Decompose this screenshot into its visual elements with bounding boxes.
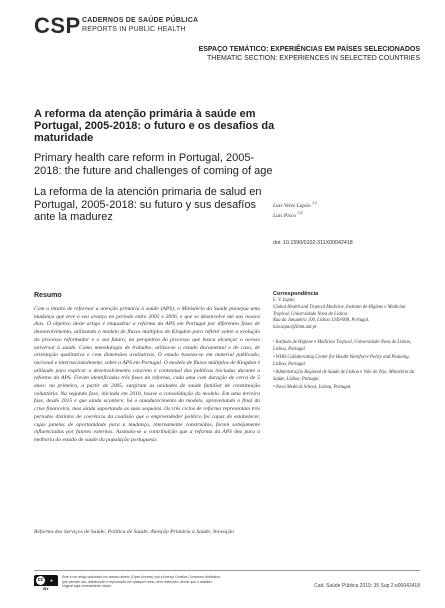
author-2 <box>273 210 302 219</box>
section-label-en: THEMATIC SECTION: EXPERIENCES IN SELECTED COUNTRIES <box>206 55 420 62</box>
cc-by-license-icon[interactable] <box>34 575 58 591</box>
affiliation-4: ⁴ Nova Medical School, Lisboa, Portugal. <box>273 385 352 390</box>
journal-name-pt: CADERNOS DE SAÚDE PÚBLICA <box>82 17 199 24</box>
keywords: Reforma dos Serviços de Saúde; Política de Saúde; Atenção Primária à Saúde; Inovação <box>34 529 234 535</box>
by-label: BY <box>43 586 49 591</box>
correspondence-street: Rua da Junqueira 100, Lisboa 1349-008, Portugal. <box>273 318 370 323</box>
section-label-pt: ESPAÇO TEMÁTICO: EXPERIÊNCIAS EM PAÍSES SELECIONADOS <box>198 46 420 53</box>
correspondence-address: Global Health and Tropical Medicine, Instituto de Higiene e Medicina Tropical, Universidade Nova de Lisboa. <box>273 305 406 317</box>
title-spanish: La reforma de la atención primaria de salud en Portugal, 2005-2018: su futuro y sus desafíos ante la madurez <box>34 186 262 223</box>
author-name: Luís Pisco <box>273 212 297 219</box>
by-person-icon: ● <box>50 578 53 583</box>
journal-logo: CSP <box>34 13 81 38</box>
footer-divider <box>34 570 420 571</box>
affiliation-3: ³ Administração Regional de Saúde de Lisboa e Vale do Tejo, Ministério da Saúde, Lisboa, Portugal. <box>273 370 415 382</box>
abstract-body: Com o intuito de reformar a atenção primária à saúde (APS), o Ministério da Saúde planejou uma mudança que teve o seu avanço no período entre 2005 e 2006, e que se desenvolve até aos nossos dias. O objetivo deste artigo é enquadrar a reforma da APS em Portugal por diferentes fases de desenvolvimento, utilizando o modelo de fluxos múltiplos de Kingdon para refletir sobre a evolução do processo reformador e o seu futuro, na perspetiva do processo que busca alcançar o acesso universal à saúde. Como metodologia de trabalho, utiliza-se o estudo documental e de caso, de orientação qualitativa e com dimensões avaliativas. O estudo baseou-se em material publicado, nacional e internacionalmente, sobre a APS em Portugal. O modelo de fluxos múltiplos de Kingdon é utilizado para explicar o desenvolvimento concreto e contextual das políticas iniciadas durante a reforma da APS. Foram identificadas três fases da reforma, cada uma com duração de cerca de 5 anos: na primeira, a partir de 2005, surgiram as unidades de saúde familiar de constituição voluntária. Na segunda fase, iniciada em 2010, houve a consolidação do modelo. Em uma terceira fase, desde 2015 e que ainda acontece, há o amadurecimento do modelo, aproveitando o final da crise financeira, mas ainda suportando as suas sequelas. Os três ciclos de reforma representam três períodos distintos de coerência da coalizão que o empreendedor político foi capaz de estabelecer, cujas janelas de oportunidade para a mudança, internamente construídas, foram sobejamente influenciadas por fatores externos. Assinala-se a contribuição que a reforma da APS deu para a melhoria do estado de saúde da população portuguesa. <box>34 306 260 443</box>
correspondence-heading: Correspondência <box>273 291 319 297</box>
affiliation-1: ¹ Instituto de Higiene e Medicina Tropical, Universidade Nova de Lisboa, Lisboa, Portugal. <box>273 340 412 352</box>
title-portuguese: A reforma da atenção primária à saúde em Portugal, 2005-2018: o futuro e os desafios da maturidade <box>34 108 275 144</box>
abstract-heading: Resumo <box>34 292 62 299</box>
license-text: Este é um artigo publicado em acesso aberto (Open Access) sob a licença Creative Commons Attribution, que permite uso, distribuição e reprodução em qualquer meio, sem restrições, desde que o trabalho original seja corretamente citado. <box>62 575 221 589</box>
correspondence-name: L. V. Lapão <box>273 298 295 303</box>
author-affiliation-ref: 3,4 <box>297 210 303 215</box>
affiliation-2: ² WHO Collaborating Center for Health Workforce Policy and Planning, Lisboa, Portugal. <box>273 355 410 367</box>
journal-name-en: REPORTS IN PUBLIC HEALTH <box>82 26 186 33</box>
cc-icon: cc <box>37 577 44 583</box>
author-1 <box>273 200 317 209</box>
doi-link[interactable]: doi: 10.1590/0102-311X00042418 <box>273 240 353 246</box>
author-affiliation-ref: 1,2 <box>311 200 317 205</box>
title-english: Primary health care reform in Portugal, 2005-2018: the future and challenges of coming of age <box>34 152 273 177</box>
author-name: Luís Velez Lapão <box>273 202 311 209</box>
correspondence-email[interactable]: luis.lapao@ihmt.unl.pt <box>273 325 317 330</box>
citation-footer: Cad. Saúde Pública 2019; 35 Sup 2:e00042418 <box>314 583 420 589</box>
